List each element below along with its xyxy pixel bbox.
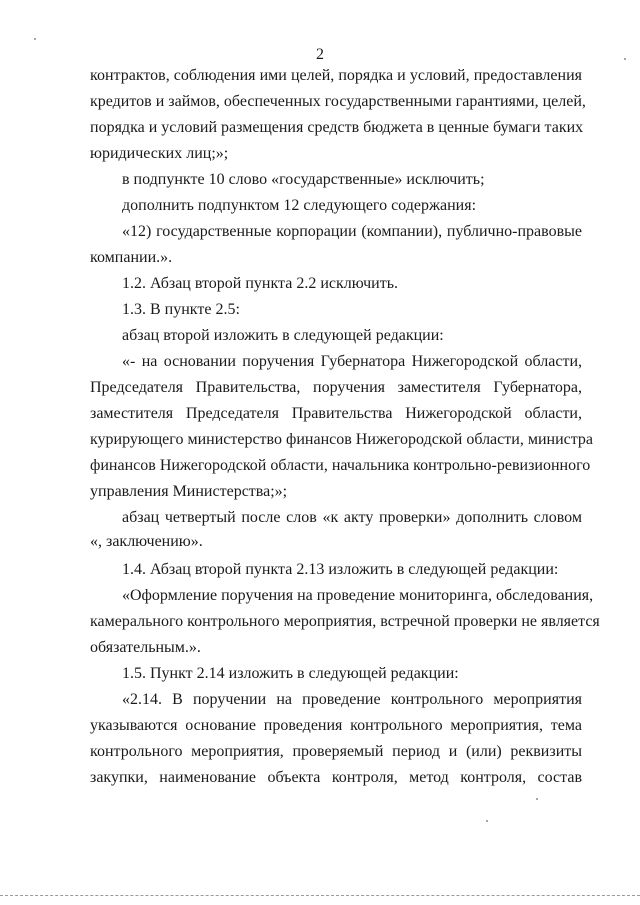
text-line: компании.». — [90, 249, 173, 266]
text-line: абзац второй изложить в следующей редакции: — [122, 327, 444, 344]
text-line: обязательным.». — [90, 639, 201, 656]
scan-speck — [624, 58, 626, 60]
page-number: 2 — [316, 46, 324, 63]
text-line: юридических лиц;»; — [90, 145, 229, 162]
scan-speck — [34, 38, 36, 40]
text-line: закупки, наименование объекта контроля, метод контроля, состав — [90, 769, 582, 786]
text-line: контрольного мероприятия, проверяемый период и (или) реквизиты — [90, 743, 582, 760]
text-line: в подпункте 10 слово «государственные» исключить; — [122, 171, 485, 188]
text-line: Председателя Правительства, поручения заместителя Губернатора, — [90, 379, 582, 396]
text-line: заместителя Председателя Правительства Нижегородской области, — [90, 405, 582, 422]
text-line: 1.4. Абзац второй пункта 2.13 изложить в следующей редакции: — [122, 561, 559, 578]
text-line: 1.5. Пункт 2.14 изложить в следующей редакции: — [122, 665, 459, 682]
text-line: «2.14. В поручении на проведение контрольного мероприятия — [122, 691, 582, 708]
text-line: 1.2. Абзац второй пункта 2.2 исключить. — [122, 275, 399, 292]
text-line: «12) государственные корпорации (компании), публично-правовые — [122, 223, 582, 240]
text-line: указываются основание проведения контрольного мероприятия, тема — [90, 717, 582, 734]
text-line: «, заключению». — [90, 533, 203, 550]
scan-edge-line — [0, 895, 640, 896]
text-line: контрактов, соблюдения ими целей, порядка и условий, предоставления — [90, 67, 582, 84]
text-line: камерального контрольного мероприятия, встречной проверки не является — [90, 613, 600, 630]
text-line: «Оформление поручения на проведение мониторинга, обследования, — [122, 587, 594, 604]
text-line: курирующего министерство финансов Нижегородской области, министра — [90, 431, 594, 448]
text-line: абзац четвертый после слов «к акту проверки» дополнить словом — [122, 509, 582, 526]
text-line: дополнить подпунктом 12 следующего содержания: — [122, 197, 477, 214]
text-line: финансов Нижегородской области, начальника контрольно-ревизионного — [90, 457, 591, 474]
scan-speck — [486, 820, 488, 822]
scan-speck — [536, 798, 538, 800]
text-line: 1.3. В пункте 2.5: — [122, 301, 240, 318]
text-line: управления Министерства;»; — [90, 483, 288, 500]
text-line: порядка и условий размещения средств бюджета в ценные бумаги таких — [90, 119, 584, 136]
text-line: кредитов и займов, обеспеченных государственными гарантиями, целей, — [90, 93, 586, 110]
text-line: «- на основании поручения Губернатора Нижегородской области, — [122, 353, 582, 370]
